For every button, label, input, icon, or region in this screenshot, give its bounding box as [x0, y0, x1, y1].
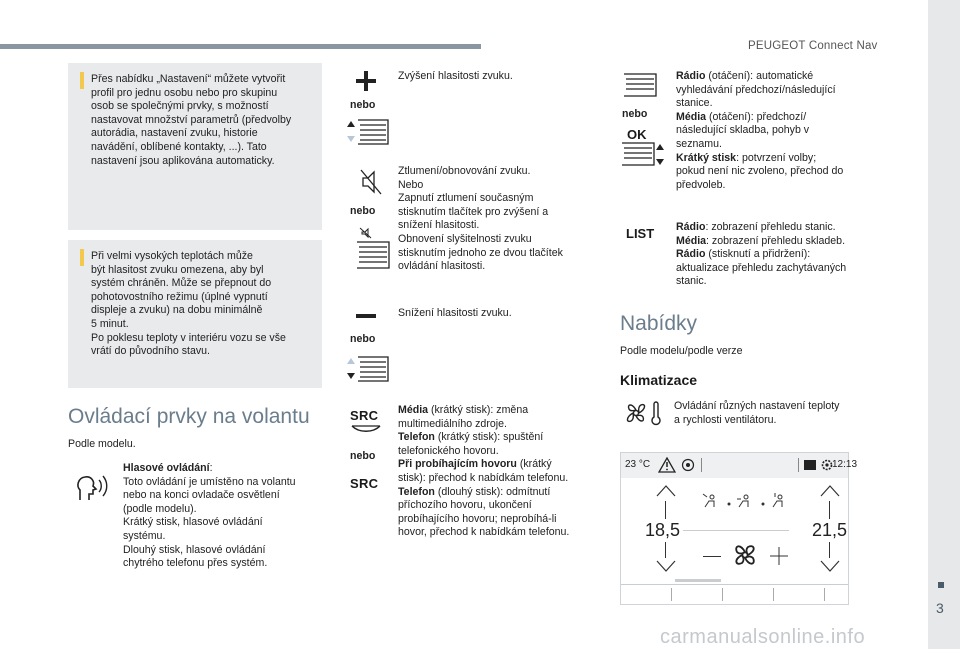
- climate-screen: [620, 452, 858, 605]
- status-divider: [798, 458, 799, 472]
- temp-right-line: [829, 501, 830, 519]
- page-marker: [938, 582, 944, 588]
- wheel-scroll-up-icon: [345, 118, 390, 146]
- climate-desc: Ovládání různých nastavení teploty a rychlosti ventilátoru.: [674, 400, 840, 426]
- airflow-mode-buttons[interactable]: [701, 491, 793, 513]
- temp-left-value: 18,5: [645, 520, 681, 540]
- temp-left-line: [665, 542, 666, 558]
- plus-icon: [355, 70, 377, 92]
- tab-divider: [824, 588, 825, 601]
- mute-desc: Ztlumení/obnovování zvuku. Nebo Zapnutí ztlumení současným stisknutím tlačítek pro zvýšení a snížení hlasitosti. Obnovení slyšitelnosti zvuku stisknutím jednoho ze dvou tlačítek ovládání hlasitosti.: [398, 165, 563, 273]
- screen-divider: [683, 530, 789, 531]
- warning-icon: [658, 457, 676, 473]
- nebo-label: nebo: [622, 108, 648, 120]
- status-divider: [701, 458, 702, 472]
- src-button-label-alt: SRC: [350, 476, 379, 491]
- climate-icon: [624, 400, 664, 426]
- info-text: Přes nabídku „Nastavení“ můžete vytvořit profil pro jednu osobu nebo pro skupinu osob se společnými prvky, s možností nastavovat množství parametrů (předvolby autorádia, nastavení zvuku, historie navádění, oblíbené kontakty, ...). Tato nastavení jsou aplikována automaticky.: [91, 73, 292, 167]
- clock: 12:13: [832, 459, 858, 470]
- temp-left-line: [665, 501, 666, 519]
- nebo-label: nebo: [350, 205, 376, 217]
- brand-title: PEUGEOT Connect Nav: [748, 40, 878, 52]
- tab-divider: [671, 588, 672, 601]
- temp-right-line: [829, 542, 830, 558]
- subsection-title-climate: Klimatizace: [620, 372, 698, 388]
- voice-control-text: Toto ovládání je umístěno na volantu nebo na konci ovladače osvětlení (podle modelu). Krátký stisk, hlasové ovládání systému. Dlouhý stisk, hlasové ovládání chytrého telefonu přes systém.: [123, 475, 296, 570]
- nebo-label: nebo: [350, 99, 376, 111]
- list-button-label: LIST: [626, 226, 655, 241]
- voice-command-icon: [72, 470, 110, 504]
- bottom-tab-bar: [621, 584, 848, 585]
- src-arc-icon: [351, 424, 381, 434]
- mute-icon: [360, 168, 382, 196]
- voice-control-desc: Hlasové ovládání: Toto ovládání je umístěno na volantu nebo na konci ovladače osvětlení (podle modelu). Krátký stisk, hlasové ovládání systému. Dlouhý stisk, hlasové ovládání chytrého telefonu přes systém.: [123, 462, 296, 570]
- src-desc: Média (krátký stisk): změna multimediálního zdroje. Telefon (krátký stisk): spuštění telefonického hovoru. Při probíhajícím hovoru (krátký stisk): přechod k nabídkám telefonu. Telefon (dlouhý stisk): odmítnutí příchozího hovoru, ukončení probíhajícího hovoru; neprobíhá-li hovor, přechod k nabídkám telefonu.: [398, 404, 570, 539]
- screen-scrollbar: [675, 579, 721, 582]
- nebo-label: nebo: [350, 333, 376, 345]
- fan-decrease-button[interactable]: [703, 556, 721, 557]
- src-button-label: SRC: [350, 408, 379, 423]
- section-title-steering: Ovládací prvky na volantu: [68, 405, 310, 428]
- steering-intro: Podle modelu.: [68, 438, 136, 450]
- list-desc: Rádio: zobrazení přehledu stanic. Média: zobrazení přehledu skladeb. Rádio (stisknutí a přidržení): aktualizace přehledu zachytávaných stanic.: [676, 221, 847, 288]
- fan-increase-button[interactable]: [769, 546, 789, 566]
- temp-right-value: 21,5: [812, 520, 848, 540]
- header-rule: [0, 44, 481, 49]
- phone-icon: [803, 458, 817, 472]
- volume-up-desc: Zvýšení hlasitosti zvuku.: [398, 70, 513, 82]
- section-title-menus: Nabídky: [620, 312, 698, 335]
- location-icon: [681, 458, 695, 472]
- tab-divider: [722, 588, 723, 601]
- temp-left-down-button[interactable]: [655, 559, 677, 573]
- wheel-scroll-down-icon: [345, 355, 390, 383]
- info-box-temperature: [68, 240, 322, 388]
- info-text: Při velmi vysokých teplotách může být hlasitost zvuku omezena, aby byl systém chráněn. Může se přepnout do pohotovostního režimu (úplné vypnutí displeje a zvuku) na dobu minimálně 5 minut. Po poklesu teploty v interiéru vozu se vše vrátí do původního stavu.: [91, 250, 286, 358]
- wheel-icon-top: [622, 72, 658, 98]
- watermark: carmanualsonline.info: [660, 626, 866, 648]
- menus-intro: Podle modelu/podle verze: [620, 345, 743, 357]
- radio-desc: Rádio (otáčení): automatické vyhledávání předchozí/následující stanice. Média (otáčení): předchozí/ následující skladba, pohyb v seznamu. Krátký stisk: potvrzení volby; pokud není nic zvoleno, přechod do předvoleb.: [676, 70, 844, 191]
- ok-button-label: OK: [627, 127, 647, 142]
- temp-right-down-button[interactable]: [819, 559, 841, 573]
- tab-divider: [773, 588, 774, 601]
- outside-temperature: 23 °C: [625, 459, 651, 470]
- minus-icon: [355, 313, 377, 319]
- wheel-scroll-icon: [620, 141, 666, 167]
- page-number: 3: [936, 600, 944, 616]
- temp-right-up-button[interactable]: [819, 484, 841, 498]
- info-box-profile: [68, 63, 322, 230]
- volume-down-desc: Snížení hlasitosti zvuku.: [398, 307, 512, 319]
- info-icon: [80, 249, 84, 266]
- info-icon: [80, 72, 84, 89]
- nebo-label: nebo: [350, 450, 376, 462]
- side-margin: [928, 0, 960, 649]
- temp-left-up-button[interactable]: [655, 484, 677, 498]
- fan-icon: [731, 541, 759, 569]
- wheel-mute-icon: [355, 226, 391, 270]
- voice-control-title: Hlasové ovládání: [123, 462, 210, 474]
